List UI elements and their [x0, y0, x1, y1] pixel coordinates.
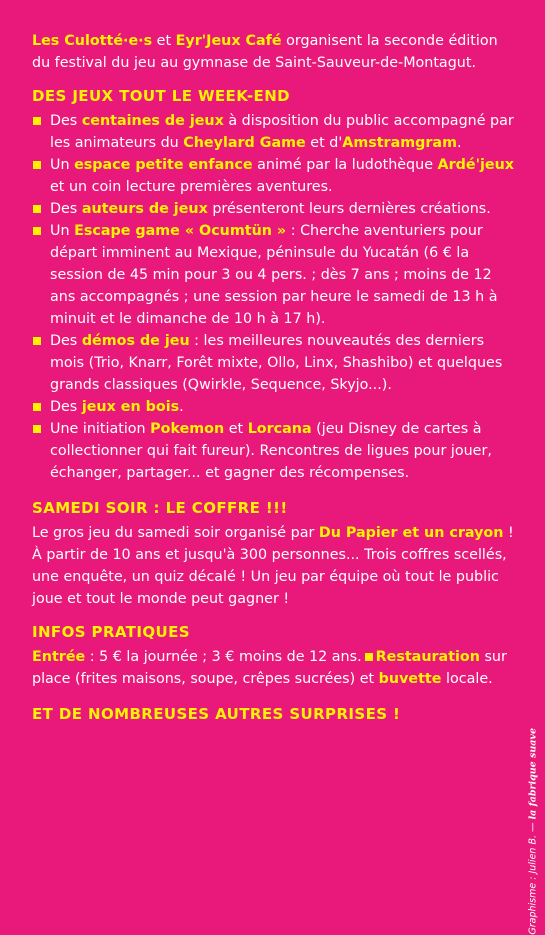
- samedi-paragraph: Le gros jeu du samedi soir organisé par Du Papier et un crayon ! À partir de 10 ans et jusqu'à 300 personnes... Trois coffres scellés, une enquête, un quiz décalé ! Un jeu par équipe où tout le public joue et tout le monde peut gagner !: [32, 525, 514, 607]
- graphic-credit: [528, 728, 539, 935]
- samedi-heading: SAMEDI SOIR : LE COFFRE !!!: [32, 499, 288, 517]
- list-item: Un Escape game « Ocumtün » : Cherche aventuriers pour départ imminent au Mexique, péninsule du Yucatán (6 € la session de 45 min pour 3 ou 4 pers. ; dès 7 ans ; moins de 12 ans accompagnés ; une session par heure le samedi de 13 h à minuit et le dimanche de 10 h à 17 h).: [32, 220, 514, 330]
- square-bullet-icon: [365, 653, 373, 661]
- weekend-heading: DES JEUX TOUT LE WEEK-END: [32, 87, 290, 105]
- credit-text: Graphisme : Julien B. —: [528, 819, 539, 935]
- org-culottees: Les Culotté·e·s: [32, 33, 153, 49]
- closing-heading: ET DE NOMBREUSES AUTRES SURPRISES !: [32, 705, 401, 723]
- restauration-label: Restauration: [375, 649, 480, 665]
- intro-paragraph: [32, 30, 514, 74]
- weekend-list: [32, 110, 514, 484]
- list-item: Des centaines de jeux à disposition du public accompagné par les animateurs du Cheylard Game et d'Amstramgram.: [32, 110, 514, 154]
- intro-text: et: [152, 33, 176, 49]
- list-item: Des jeux en bois.: [32, 396, 514, 418]
- buvette-label: buvette: [378, 671, 442, 687]
- flyer-content: [32, 30, 514, 724]
- list-item: Un espace petite enfance animé par la ludothèque Ardé'jeux et un coin lecture premières aventures.: [32, 154, 514, 198]
- list-item: Des auteurs de jeux présenteront leurs dernières créations.: [32, 198, 514, 220]
- list-item: Une initiation Pokemon et Lorcana (jeu Disney de cartes à collectionner qui fait fureur). Rencontres de ligues pour jouer, échanger, partager... et gagner des récompenses.: [32, 418, 514, 484]
- intro-text: organisent la seconde édition du festival du jeu au gymnase de Saint-Sauveur-de-Montagut.: [32, 33, 498, 71]
- infos-paragraph: Entrée : 5 € la journée ; 3 € moins de 12 ans. Restauration sur place (frites maisons, soupe, crêpes sucrées) et buvette locale.: [32, 649, 507, 687]
- credit-brand: la fabrique suave: [528, 728, 539, 820]
- list-item: Des démos de jeu : les meilleures nouveautés des derniers mois (Trio, Knarr, Forêt mixte, Ollo, Linx, Shashibo) et quelques grands classiques (Qwirkle, Sequence, Skyjo...).: [32, 330, 514, 396]
- du-papier-org: Du Papier et un crayon: [318, 525, 504, 541]
- infos-heading: INFOS PRATIQUES: [32, 623, 190, 641]
- entree-label: Entrée: [32, 649, 86, 665]
- org-eyrjeux: Eyr'Jeux Café: [175, 33, 282, 49]
